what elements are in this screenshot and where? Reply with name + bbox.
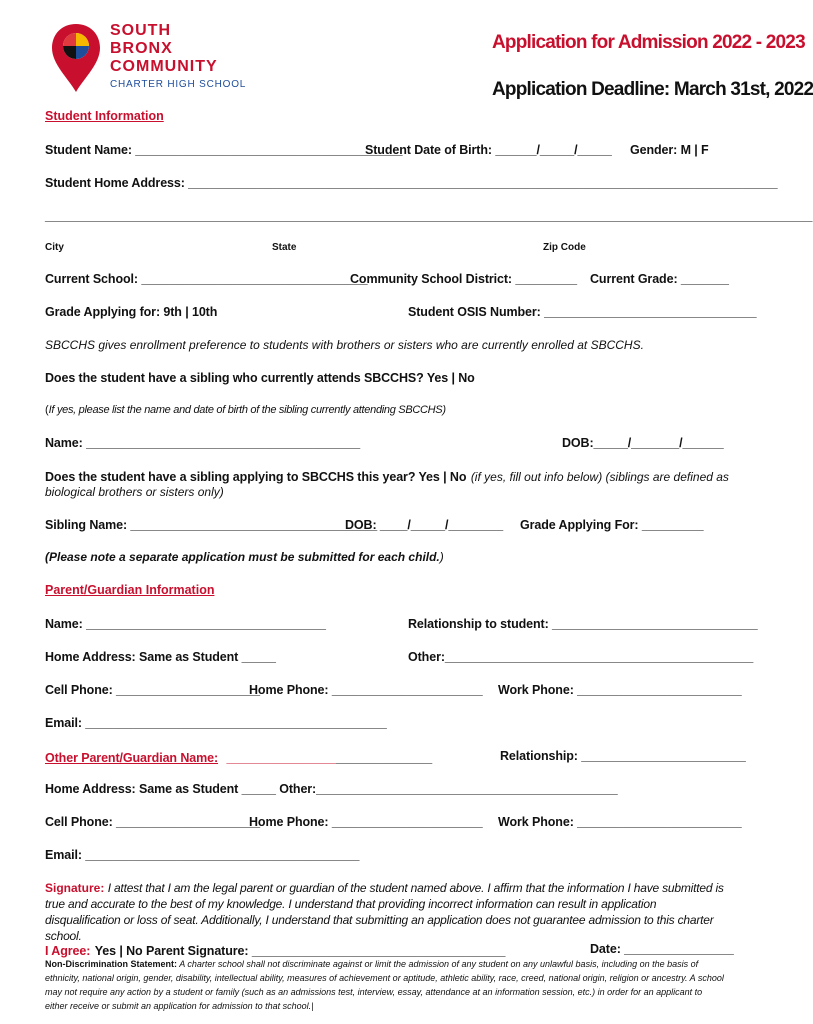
sibling-applying-text: Does the student have a sibling applying to SBCCHS this year? Yes | No [45, 470, 467, 484]
student-address-field[interactable]: Student Home Address: ______________________________________________________________________________________ [45, 176, 778, 190]
student-section-title: Student Information [45, 109, 164, 123]
sibling-list-note: If yes, please list the name and date of birth of the sibling currently attending SBCCHS) [48, 404, 446, 416]
other-parent-name-line2: ______________ [336, 751, 433, 765]
student-name-field[interactable]: Student Name: _______________________________________ [45, 143, 403, 157]
sibling-attending-dob-field[interactable]: DOB:_____/_______/______ [562, 436, 724, 450]
logo-pin-icon [50, 22, 102, 94]
other-parent-name-line: ________________ [226, 751, 337, 765]
other-parent-work-phone-field[interactable]: Work Phone: ________________________ [498, 815, 742, 829]
sibling-list-instruction [45, 404, 446, 416]
sibling-attends-question[interactable]: Does the student have a sibling who currently attends SBCCHS? Yes | No [45, 371, 475, 385]
parent-relationship-field[interactable]: Relationship to student: ______________________________ [408, 617, 758, 631]
sibling-attending-name-field[interactable]: Name: ________________________________________ [45, 436, 361, 450]
other-parent-relationship-field[interactable]: Relationship: ________________________ [500, 749, 746, 763]
parent-cell-phone-field[interactable]: Cell Phone: _____________________ [45, 683, 260, 697]
sibling-dob-field[interactable]: DOB: ____/_____/________ [345, 518, 504, 532]
parent-section-title: Parent/Guardian Information [45, 583, 215, 597]
nondiscrimination-statement [45, 957, 725, 1013]
city-label: City [45, 242, 64, 253]
logo-line-4: CHARTER HIGH SCHOOL [110, 79, 247, 90]
logo-line-1: SOUTH [110, 22, 171, 39]
parent-home-phone-field[interactable]: Home Phone: ______________________ [249, 683, 483, 697]
sibling-grade-field[interactable]: Grade Applying For: _________ [520, 518, 704, 532]
application-deadline: Application Deadline: March 31st, 2022 [492, 79, 813, 100]
nondiscrimination-text: A charter school shall not discriminate against or limit the admission of any student on any unlawful basis, including on the basis of ethnicity, national origin, gender, disability, intellectual ability, measures of achievement or aptitude, athletic ability, race, creed, national origin, religion or ancestry. A school may not require any action by a student or family (such as an admissions test, interview, essay, attendance at an information session, etc.) in order for an applicant to either receive or submit an application for admission to that school.| [45, 959, 724, 1011]
grade-applying-field[interactable]: Grade Applying for: 9th | 10th [45, 305, 218, 319]
sibling-applying-question[interactable] [45, 468, 729, 486]
signature-text: I attest that I am the legal parent or guardian of the student named above. I affirm that the information I have submitted is true and accurate to the best of my knowledge. I understand that providing incorrect information can result in application disqualification or loss of seat. Additionally, I understand that submitting an application does not guarantee admission to this charter school. [45, 881, 724, 943]
student-address-line2[interactable]: ________________________________________________________________________________________________________________ [45, 209, 813, 223]
signature-date-field[interactable]: Date: ________________ [590, 942, 734, 956]
application-title: Application for Admission 2022 - 2023 [492, 32, 805, 53]
osis-number-field[interactable]: Student OSIS Number: _______________________________ [408, 305, 757, 319]
sibling-name-field[interactable]: Sibling Name: ____________________________________ [45, 518, 378, 532]
logo-line-3: COMMUNITY [110, 58, 218, 75]
other-parent-title: Other Parent/Guardian Name: [45, 751, 219, 765]
student-dob-field[interactable]: Student Date of Birth: ______/_____/_____ [365, 143, 612, 157]
current-grade-field[interactable]: Current Grade: _______ [590, 272, 729, 286]
other-parent-email-field[interactable]: Email: ________________________________________ [45, 848, 360, 862]
state-label: State [272, 242, 297, 253]
separate-note-text: (Please note a separate application must be submitted for each child. [45, 550, 440, 564]
signature-label: Signature: [45, 881, 105, 895]
nondiscrimination-label: Non-Discrimination Statement: [45, 959, 178, 969]
other-parent-name-row[interactable] [45, 749, 432, 767]
other-parent-address-field[interactable]: Home Address: Same as Student _____ Other:____________________________________________ [45, 782, 618, 796]
parent-home-address-field[interactable]: Home Address: Same as Student _____ [45, 650, 276, 664]
parent-other-address-field[interactable]: Other:_____________________________________________ [408, 650, 754, 664]
current-school-field[interactable]: Current School: _________________________________ [45, 272, 368, 286]
parent-email-field[interactable]: Email: ____________________________________________ [45, 716, 387, 730]
paren-open: ( [45, 404, 49, 416]
gender-field[interactable]: Gender: M | F [630, 143, 709, 157]
parent-work-phone-field[interactable]: Work Phone: ________________________ [498, 683, 742, 697]
agree-options-signature[interactable]: Yes | No Parent Signature: _____________________________________ [94, 944, 506, 958]
sibling-applying-italic: (if yes, fill out info below) (siblings are defined as [470, 470, 729, 484]
logo-line-2: BRONX [110, 40, 173, 57]
other-parent-home-phone-field[interactable]: Home Phone: ______________________ [249, 815, 483, 829]
separate-application-note [45, 550, 444, 564]
signature-attestation [45, 880, 725, 944]
sibling-preference-note: SBCCHS gives enrollment preference to students with brothers or sisters who are currently enrolled at SBCCHS. [45, 338, 644, 352]
other-parent-cell-phone-field[interactable]: Cell Phone: _____________________ [45, 815, 260, 829]
sibling-definition-cont: biological brothers or sisters only) [45, 485, 224, 499]
zip-label: Zip Code [543, 242, 586, 253]
parent-name-field[interactable]: Name: ___________________________________ [45, 617, 326, 631]
school-district-field[interactable]: Community School District: _________ [350, 272, 578, 286]
agree-label: I Agree: [45, 944, 91, 958]
separate-note-close: ) [439, 550, 444, 564]
